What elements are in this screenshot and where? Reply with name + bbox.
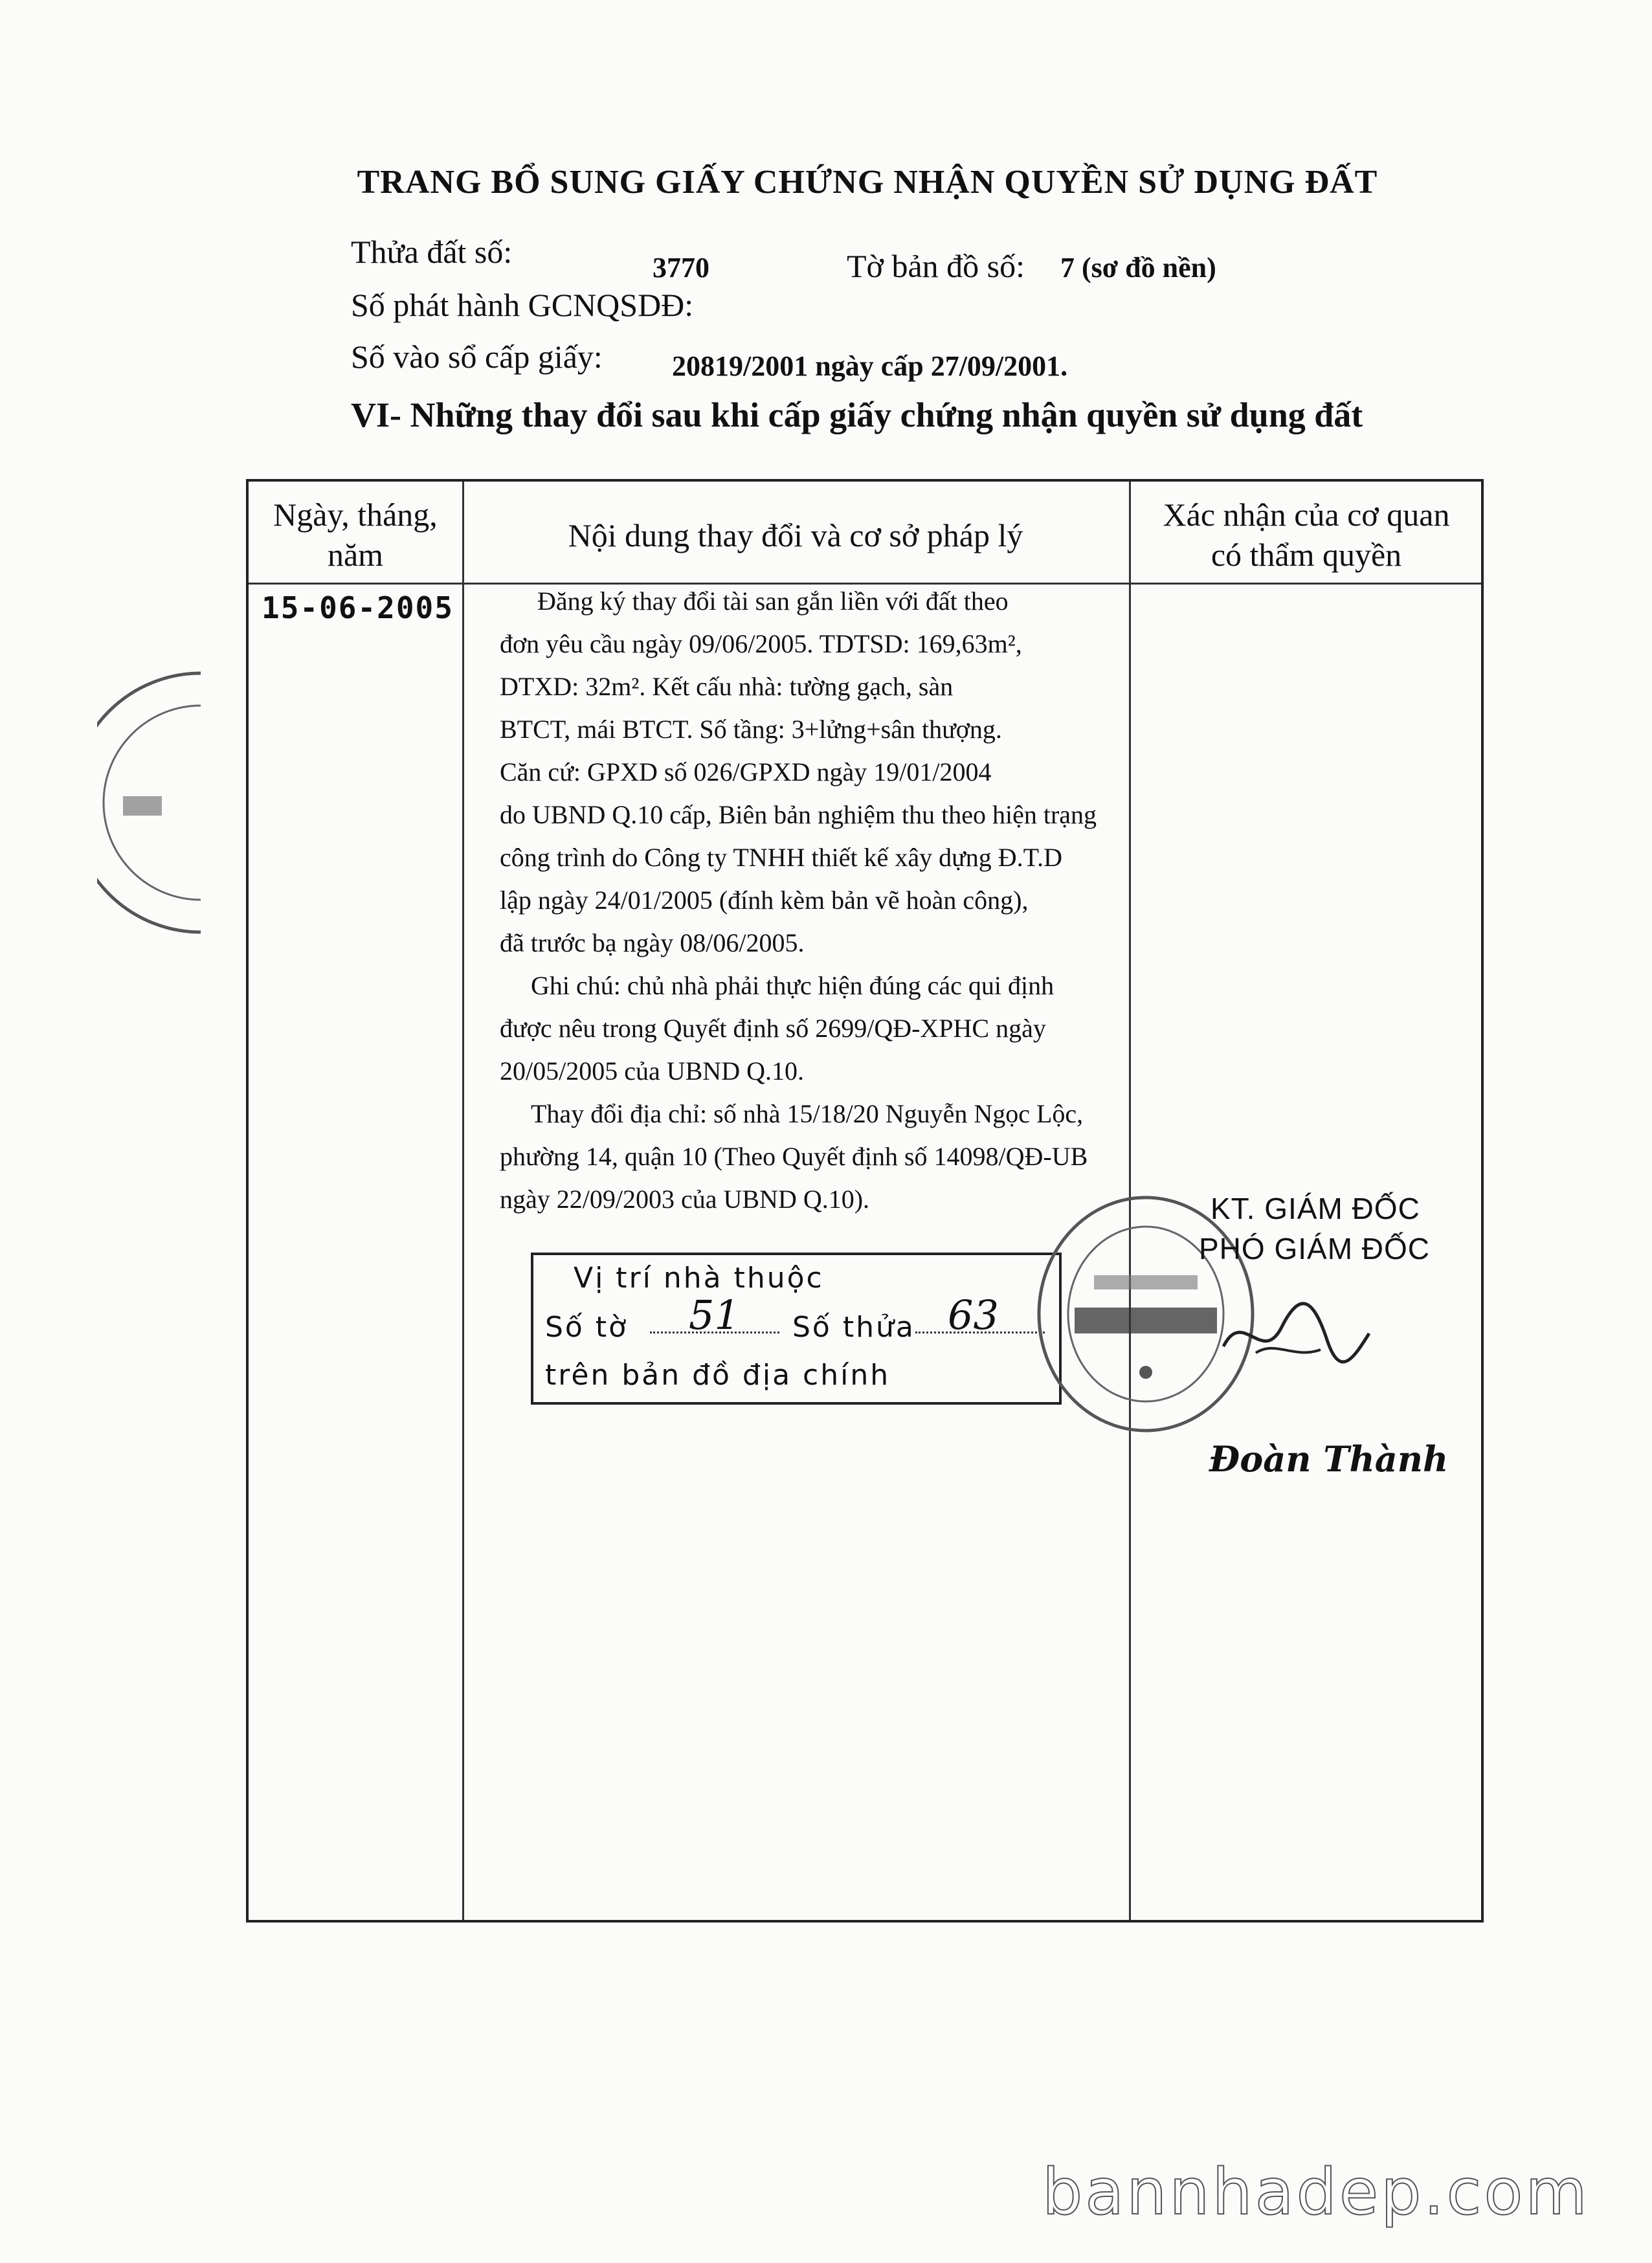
content-line: được nêu trong Quyết định số 2699/QĐ-XPHC ngày xyxy=(500,1014,1046,1043)
header-confirm-line2: có thẩm quyền xyxy=(1211,537,1402,573)
location-sheet-label: Số tờ xyxy=(545,1311,629,1344)
content-line: đã trước bạ ngày 08/06/2005. xyxy=(500,928,805,957)
register-value: 20819/2001 ngày cấp 27/09/2001. xyxy=(672,350,1068,382)
location-heading: Vị trí nhà thuộc xyxy=(574,1262,824,1295)
signature-title-1: KT. GIÁM ĐỐC xyxy=(1211,1192,1420,1225)
content-line: Căn cứ: GPXD số 026/GPXD ngày 19/01/2004 xyxy=(500,757,992,786)
header-date xyxy=(249,495,462,575)
map-sheet-label: Tờ bản đồ số: xyxy=(847,248,1025,284)
content-line: đơn yêu cầu ngày 09/06/2005. TDTSD: 169,63m², xyxy=(500,629,1022,658)
location-sheet-value: 51 xyxy=(689,1291,740,1339)
register-label: Số vào sổ cấp giấy: xyxy=(351,339,603,375)
signature-title-2: PHÓ GIÁM ĐỐC xyxy=(1199,1232,1431,1265)
location-stamp-box xyxy=(531,1253,1062,1405)
content-line: do UBND Q.10 cấp, Biên bản nghiệm thu theo hiện trạng xyxy=(500,800,1097,829)
location-parcel-label: Số thửa xyxy=(792,1311,915,1344)
location-footer: trên bản đồ địa chính xyxy=(545,1359,891,1392)
date-stamp: 15-06-2005 xyxy=(262,590,454,625)
header-content: Nội dung thay đổi và cơ sở pháp lý xyxy=(568,517,1023,553)
content-line: 20/05/2005 của UBND Q.10. xyxy=(500,1056,804,1086)
content-line: Ghi chú: chủ nhà phải thực hiện đúng các qui định xyxy=(531,971,1055,1000)
watermark: bannhadep.com xyxy=(1042,2156,1590,2229)
column-divider xyxy=(462,482,464,1920)
edge-seal-icon xyxy=(97,667,201,939)
header-confirm xyxy=(1129,495,1484,575)
header-confirm-line1: Xác nhận của cơ quan xyxy=(1163,496,1450,533)
content-line: Đăng ký thay đổi tài san gắn liền với đất theo xyxy=(537,586,1009,616)
map-sheet-value: 7 (sơ đồ nền) xyxy=(1060,252,1216,284)
content-line: BTCT, mái BTCT. Số tầng: 3+lửng+sân thượng. xyxy=(500,715,1002,744)
location-parcel-value: 63 xyxy=(948,1291,999,1339)
entry-content xyxy=(500,580,1097,1221)
content-line: ngày 22/09/2003 của UBND Q.10). xyxy=(500,1185,870,1214)
signature-scribble-icon xyxy=(1217,1288,1372,1379)
parcel-value: 3770 xyxy=(653,252,709,284)
content-line: DTXD: 32m². Kết cấu nhà: tường gạch, sàn xyxy=(500,672,954,701)
issue-number-label: Số phát hành GCNQSDĐ: xyxy=(351,287,694,323)
content-line: Thay đổi địa chỉ: số nhà 15/18/20 Nguyễn Ngọc Lộc, xyxy=(531,1099,1084,1128)
content-line: phường 14, quận 10 (Theo Quyết định số 14098/QĐ-UB xyxy=(500,1142,1088,1171)
content-line: lập ngày 24/01/2005 (đính kèm bản vẽ hoàn công), xyxy=(500,886,1029,915)
header-date-line2: năm xyxy=(327,537,384,573)
signer-name: Đoàn Thành xyxy=(1209,1438,1449,1480)
document-title: TRANG BỔ SUNG GIẤY CHỨNG NHẬN QUYỀN SỬ DỤNG ĐẤT xyxy=(357,164,1378,201)
content-line: công trình do Công ty TNHH thiết kế xây dựng Đ.T.D xyxy=(500,843,1062,872)
header-date-line1: Ngày, tháng, xyxy=(273,496,438,533)
section-title: VI- Những thay đổi sau khi cấp giấy chứng nhận quyền sử dụng đất xyxy=(351,396,1363,434)
parcel-label: Thửa đất số: xyxy=(351,234,513,270)
